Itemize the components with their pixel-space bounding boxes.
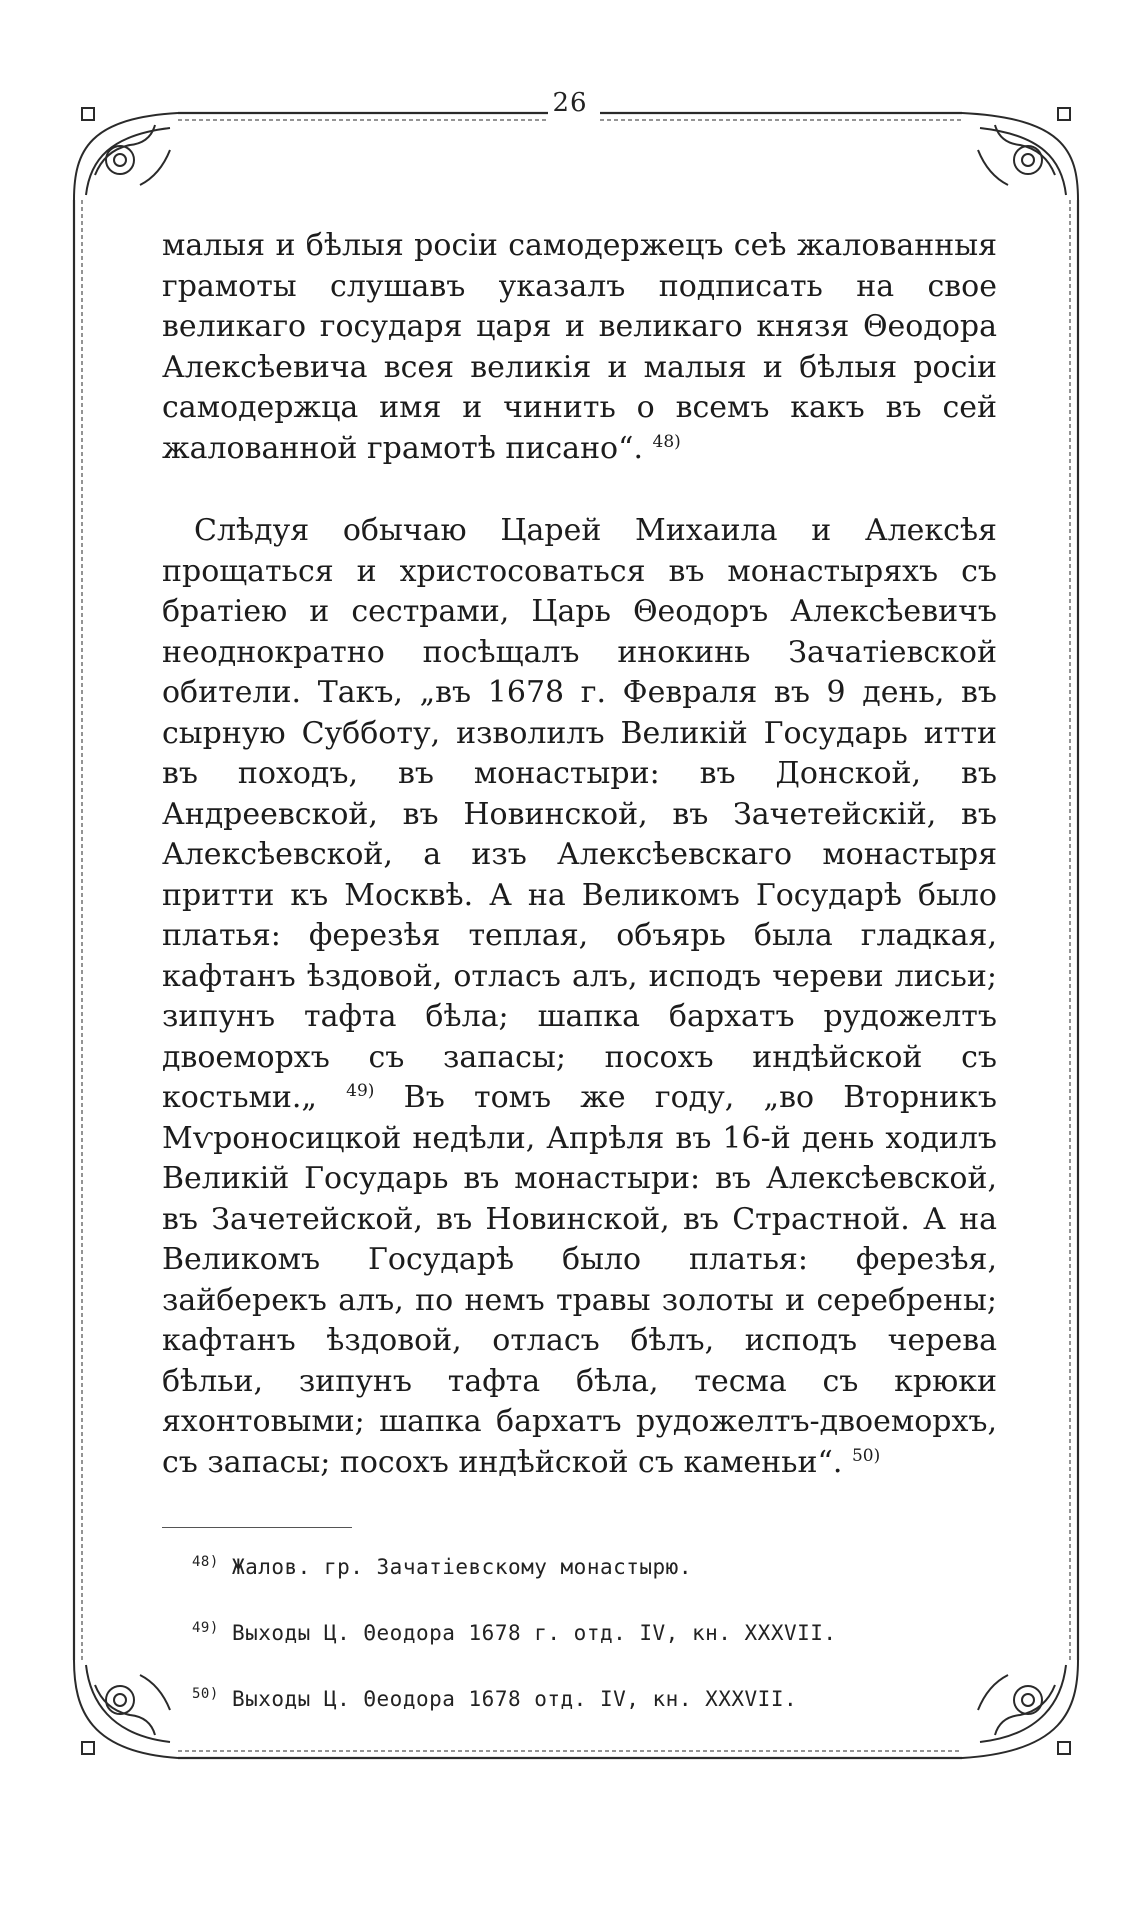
footnote-ref-48: 48) <box>652 431 681 452</box>
footnote-divider <box>162 1527 352 1528</box>
footnote-number: 49) <box>192 1620 219 1636</box>
footnote-item <box>192 1554 997 1580</box>
footnotes <box>162 1554 997 1712</box>
paragraph-text-part-a: Слѣдуя обычаю Царей Михаила и Алексѣя прощаться и христосоваться въ монастыряхъ съ братіею и сестрами, Царь Θеодоръ Алексѣевичъ неоднократно посѣщалъ инокинь Зачатіевской обители. Такъ, „въ 1678 г. Февраля въ 9 день, въ сырную Субботу, изволилъ Великій Государь итти въ походъ, въ монастыри: въ Донской, въ Андреевской, въ Новинской, въ Зачетейскій, въ Алексѣевской, а изъ Алексѣевскаго монастыря притти къ Москвѣ. А на Великомъ Государѣ было платья: ферезѣя теплая, объярь была гладкая, кафтанъ ѣздовой, отласъ алъ, исподъ череви лисьи; зипунъ тафта бѣла; шапка бархатъ рудожелтъ двоеморхъ съ запасы; посохъ индѣйской съ костьми.„ <box>162 513 997 1115</box>
footnote-item <box>192 1686 997 1712</box>
page-number: 26 <box>552 88 588 118</box>
paragraph-tsar-visits <box>162 511 997 1483</box>
page-body <box>162 226 997 1752</box>
paragraph-text-part-b: Въ томъ же году, „во Вторникъ Мѵроносицкой недѣли, Апрѣля въ 16-й день ходилъ Великій Государь въ монастыри: въ Алексѣевской, въ Зачетейской, въ Новинской, въ Страстной. А на Великомъ Государѣ было платья: ферезѣя, зайберекъ алъ, по немъ травы золоты и серебрены; кафтанъ ѣздовой, отласъ бѣлъ, исподъ черева бѣльи, зипунъ тафта бѣла, тесма съ крюки яхонтовыми; шапка бархатъ рудожелтъ-двоеморхъ, съ запасы; посохъ индѣйской съ каменьи“. <box>162 1080 997 1480</box>
footnote-number: 50) <box>192 1686 219 1702</box>
footnote-text: Выходы Ц. Θеодора 1678 г. отд. IV, кн. XXXVII. <box>231 1621 837 1645</box>
footnote-ref-50: 50) <box>851 1445 881 1466</box>
footnote-item <box>192 1620 997 1646</box>
footnote-text: Жалов. гр. Зачатіевскому монастырю. <box>231 1555 692 1579</box>
paragraph-text: малыя и бѣлыя росіи самодержецъ сеѣ жалованныя грамоты слушавъ указалъ подписать на свое великаго государя царя и великаго князя Θеодора Алексѣевича всея великія и малыя и бѣлыя росіи самодержца имя и чинить о всемъ какъ въ сей жалованной грамотѣ писано“. <box>162 228 997 466</box>
footnote-ref-49: 49) <box>346 1081 375 1101</box>
footnote-number: 48) <box>192 1554 219 1570</box>
paragraph-charter-end <box>162 226 997 469</box>
footnote-text: Выходы Ц. Θеодора 1678 отд. IV, кн. XXXVII. <box>231 1687 798 1711</box>
